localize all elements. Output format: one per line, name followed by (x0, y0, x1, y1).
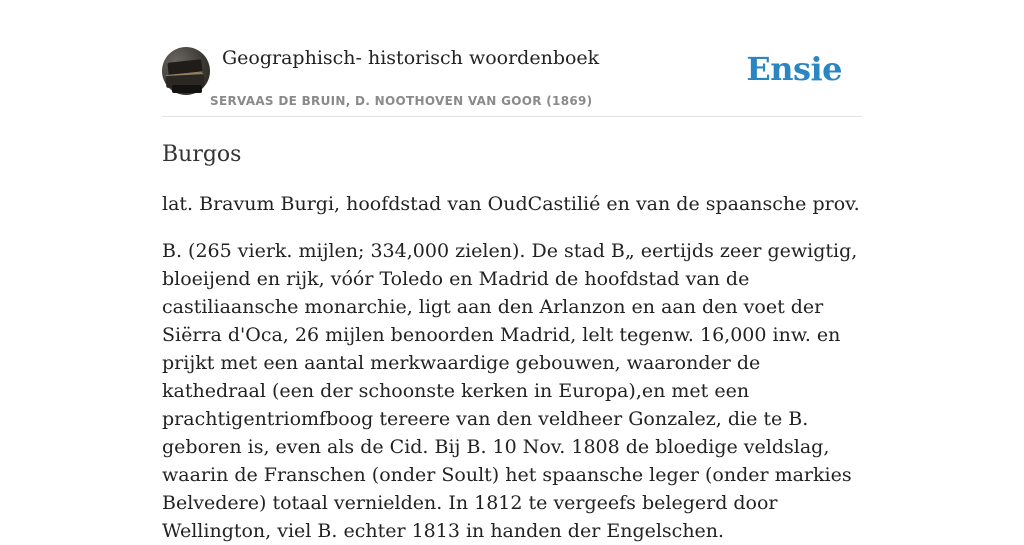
source-authors-year: SERVAAS DE BRUIN, D. NOOTHOVEN VAN GOOR (1869) (210, 94, 593, 108)
entry-title: Burgos (162, 142, 242, 167)
ensie-logo-link[interactable]: Ensie (746, 50, 842, 88)
book-cover-avatar[interactable] (162, 47, 210, 95)
source-book-title-link[interactable]: Geographisch- historisch woordenboek (222, 47, 600, 69)
entry-content (162, 138, 862, 545)
entry-paragraph: lat. Bravum Burgi, hoofdstad van OudCastilié en van de spaansche prov. (162, 193, 860, 215)
entry-paragraph: B. (265 vierk. mijlen; 334,000 zielen). De stad B„ eertijds zeer gewigtig, bloeijend en rijk, vóór Toledo en Madrid de hoofdstad van de castiliaansche monarchie, ligt aan den Arlanzon en aan den voet der Siërra d'Oca, 26 mijlen benoorden Madrid, lelt tegenw. 16,000 inw. en prijkt met een aantal merkwaardige gebouwen, waaronder de kathedraal (een der schoonste kerken in Europa),en met een prachtigentriomfboog tereere van den veldheer Gonzalez, die te B. geboren is, even als de Cid. Bij B. 10 Nov. 1808 de bloedige veldslag, waarin de Franschen (onder Soult) het spaansche leger (onder markies Belvedere) totaal vernielden. In 1812 te vergeefs belegerd door Wellington, viel B. echter 1813 in handen der Engelschen. (162, 240, 858, 542)
source-header (162, 44, 862, 117)
